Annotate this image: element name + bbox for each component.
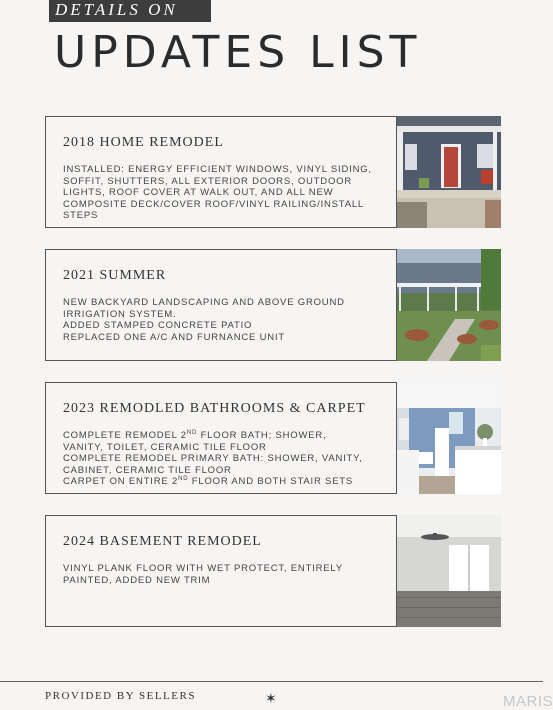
page-title: UPDATES LIST <box>54 27 422 78</box>
card-line: ADDED STAMPED CONCRETE PATIO <box>63 320 253 332</box>
card-line: COMPLETE REMODEL PRIMARY BATH: SHOWER, VANITY, <box>63 453 363 465</box>
card-title: 2021 SUMMER <box>63 268 167 283</box>
update-card-2024 <box>45 515 397 627</box>
card-title: 2023 REMODLED BATHROOMS & CARPET <box>63 401 366 416</box>
provided-by-sellers: PROVIDED BY SELLERS <box>45 690 196 702</box>
card-line <box>63 476 383 488</box>
card-title: 2024 BASEMENT REMODEL <box>63 534 262 549</box>
details-on-banner: DETAILS ON <box>49 0 211 22</box>
card-line-text: FLOOR AND BOTH STAIR SETS <box>188 476 354 488</box>
card-line-text: CARPET ON ENTIRE 2 <box>63 476 179 488</box>
card-line-text: COMPLETE REMODEL 2 <box>63 430 187 441</box>
superscript: ND <box>178 476 189 483</box>
card-line: VANITY, TOILET, CERAMIC TILE FLOOR <box>63 441 267 453</box>
backyard-landscaping-photo <box>397 249 501 361</box>
card-body <box>63 430 383 488</box>
basement-photo <box>397 515 501 627</box>
footer-divider <box>0 681 543 682</box>
card-line: NEW BACKYARD LANDSCAPING AND ABOVE GROUND <box>63 297 345 308</box>
card-line: REPLACED ONE A/C AND FURNANCE UNIT <box>63 331 285 343</box>
update-card-2018 <box>45 116 397 228</box>
maris-watermark: MARIS <box>503 693 553 710</box>
card-line: IRRIGATION SYSTEM. <box>63 308 177 320</box>
card-line: SOFFIT, SHUTTERS, ALL EXTERIOR DOORS, OUTDOOR <box>63 175 353 187</box>
star-icon: ✶ <box>265 690 277 706</box>
card-line: STEPS <box>63 210 99 222</box>
card-body <box>63 164 383 222</box>
card-line: COMPOSITE DECK/COVER ROOF/VINYL RAILING/INSTALL <box>63 198 365 210</box>
card-title: 2018 HOME REMODEL <box>63 135 224 150</box>
house-exterior-photo <box>397 116 501 228</box>
superscript: ND <box>186 429 198 436</box>
update-card-2021 <box>45 249 397 361</box>
card-line: PAINTED, ADDED NEW TRIM <box>63 574 211 586</box>
update-card-2023 <box>45 382 397 494</box>
bathroom-photo <box>397 382 501 494</box>
card-line: LIGHTS, ROOF COVER AT WALK OUT, AND ALL NEW <box>63 187 334 199</box>
card-line <box>63 430 383 442</box>
card-line-text: FLOOR BATH; SHOWER, <box>197 430 327 441</box>
card-line: INSTALLED: ENERGY EFFICIENT WINDOWS, VINYL SIDING, <box>63 164 372 175</box>
card-line: VINYL PLANK FLOOR WITH WET PROTECT, ENTIRELY <box>63 563 343 574</box>
card-body <box>63 563 383 586</box>
card-body <box>63 297 383 343</box>
card-line: CABINET, CERAMIC TILE FLOOR <box>63 464 232 476</box>
